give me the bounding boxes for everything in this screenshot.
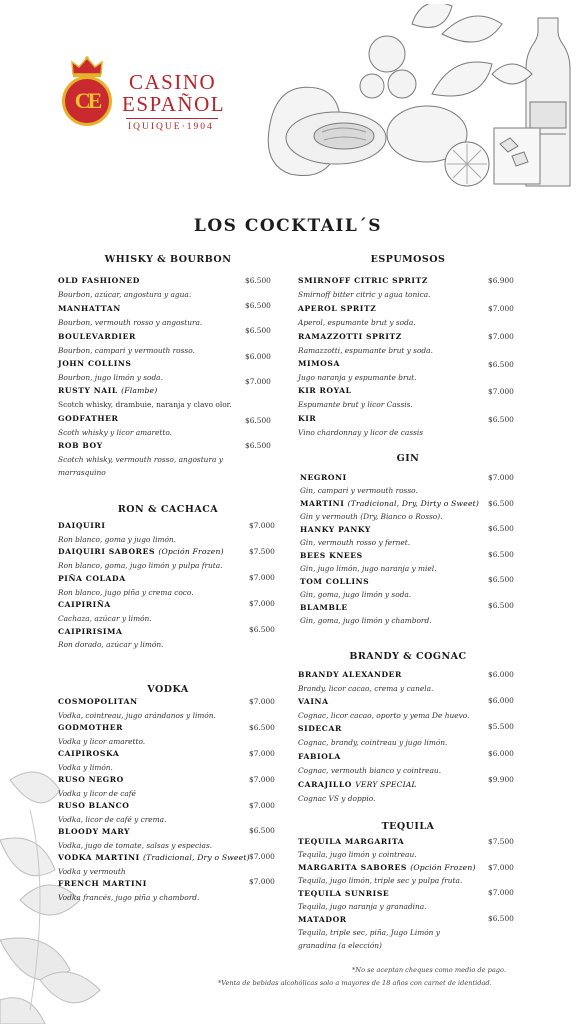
footnote-cheques: *No se aceptan cheques como medio de pago. [352, 966, 506, 974]
item-description: Bourbon, vermouth rosso y angostura. [58, 318, 203, 327]
item-price: $7.000 [249, 749, 275, 758]
item-name: BOULEVARDIER [58, 332, 136, 341]
item-description: Espumante brut y licor Cassis. [298, 400, 413, 409]
item-price: $6.000 [488, 749, 514, 758]
item-description: Cognac, vermouth bianco y cointreau. [298, 766, 442, 775]
section-heading-espumosos: ESPUMOSOS [370, 254, 446, 265]
item-name: HANKY PANKY [300, 525, 371, 534]
item-description: Gin, vermouth rosso y fernet. [300, 538, 411, 547]
item-description: Tequila, jugo naranja y granadina. [298, 902, 427, 911]
item-name: VAINA [298, 697, 329, 706]
item-description: Ron blanco, jugo piña y crema coco. [58, 588, 194, 597]
item-price: $7.000 [249, 599, 275, 608]
item-price: $7.000 [249, 877, 275, 886]
item-price: $6.500 [488, 575, 514, 584]
item-name: KIR ROYAL [298, 386, 352, 395]
item-price: $6.000 [245, 352, 271, 361]
item-price: $7.000 [249, 573, 275, 582]
item-price: $6.000 [488, 696, 514, 705]
item-name: BRANDY ALEXANDER [298, 670, 402, 679]
item-name: PIÑA COLADA [58, 574, 126, 583]
item-price: $6.000 [488, 670, 514, 679]
item-name: BEES KNEES [300, 551, 363, 560]
item-price: $7.000 [488, 888, 514, 897]
item-name: BLAMBLE [300, 603, 348, 612]
item-name: GODFATHER [58, 414, 119, 423]
crown-icon [70, 56, 104, 78]
section-heading-gin: GIN [396, 453, 420, 464]
item-price: $5.500 [488, 722, 514, 731]
item-name: CAIPIRISIMA [58, 627, 123, 636]
item-price: $7.000 [488, 473, 514, 482]
item-name: APEROL SPRITZ [298, 304, 377, 313]
item-price: $6.500 [488, 524, 514, 533]
item-price: $6.500 [488, 550, 514, 559]
section-heading-vodka: VODKA [147, 684, 189, 695]
item-name: DAIQUIRI SABORES (Opción Frozen) [58, 547, 224, 556]
item-price: $7.000 [249, 775, 275, 784]
item-price: $6.500 [245, 276, 271, 285]
item-price: $7.000 [249, 801, 275, 810]
item-name: CAIPIRIÑA [58, 600, 111, 609]
item-name: JOHN COLLINS [58, 359, 132, 368]
item-name: TEQUILA SUNRISE [298, 889, 390, 898]
item-description: Gin y vermouth (Dry, Bianco o Rosso). [300, 512, 443, 521]
item-name: KIR [298, 414, 317, 423]
item-description: Ron blanco, goma, jugo limón y pulpa fruta. [58, 561, 223, 570]
item-name: VODKA MARTINI (Tradicional, Dry o Sweet) [58, 853, 250, 862]
logo-divider [126, 118, 218, 119]
item-price: $6.500 [245, 301, 271, 310]
item-name: ROB BOY [58, 441, 103, 450]
item-description: Smirnoff bitter citric y agua tonica. [298, 290, 431, 299]
item-name: MIMOSA [298, 359, 340, 368]
item-price: $9.900 [488, 775, 514, 784]
item-description: Vodka y licor de café [58, 789, 136, 798]
item-description: Tequila, jugo limón, triple sec y pulpa fruta. [298, 876, 463, 885]
item-name: BLOODY MARY [58, 827, 131, 836]
item-description: Vodka, jugo de tomate, salsas y especias. [58, 841, 213, 850]
item-price: $7.500 [249, 547, 275, 556]
item-name: RAMAZZOTTI SPRITZ [298, 332, 402, 341]
section-heading-whisky: WHISKY & BOURBON [104, 254, 232, 265]
item-description: Bourbon, campari y vermouth rosso. [58, 346, 195, 355]
item-name: RUSTY NAIL (Flambe) [58, 386, 158, 395]
item-description: Scotch whisky, drambuie, naranja y clavo olor. [58, 400, 232, 409]
item-price: $7.000 [488, 863, 514, 872]
item-price: $7.000 [245, 377, 271, 386]
item-description: Bourbon, azúcar, angostura y agua. [58, 290, 192, 299]
item-price: $7.000 [249, 852, 275, 861]
item-description: Vodka francés, jugo piña y chambord. [58, 893, 200, 902]
item-description: Gin, goma, jugo limón y chambord. [300, 616, 432, 625]
item-description: Vodka y vermouth [58, 867, 126, 876]
item-name: RUSO BLANCO [58, 801, 130, 810]
item-price: $6.500 [249, 625, 275, 634]
item-description: Aperol, espumante brut y soda. [298, 318, 416, 327]
item-price: $6.500 [245, 416, 271, 425]
item-price: $7.000 [249, 521, 275, 530]
item-description: Bourbon, jugo limón y soda. [58, 373, 163, 382]
item-description: Ron dorado, azúcar y limón. [58, 640, 164, 649]
item-price: $7.000 [488, 387, 514, 396]
item-description: Vodka y limón. [58, 763, 113, 772]
item-name: CARAJILLO VERY SPECIAL [298, 780, 417, 789]
item-name: MANHATTAN [58, 304, 121, 313]
item-description: Vodka, cointreau, jugo arándanos y limón. [58, 711, 216, 720]
item-name: FRENCH MARTINI [58, 879, 147, 888]
item-description: Ramazzotti, espumante brut y soda. [298, 346, 433, 355]
item-name: OLD FASHIONED [58, 276, 140, 285]
item-description: Jugo naranja y espumante brut. [298, 373, 417, 382]
item-name: MARTINI (Tradicional, Dry, Dirty o Sweet) [300, 499, 480, 508]
logo-name-line1: CASINO [129, 70, 217, 94]
item-name: MARGARITA SABORES (Opción Frozen) [298, 863, 476, 872]
item-price: $6.500 [488, 415, 514, 424]
item-price: $6.500 [249, 723, 275, 732]
fruit-bottle-illustration [262, 4, 576, 194]
item-name: COSMOPOLITAN [58, 697, 138, 706]
section-heading-brandy: BRANDY & COGNAC [349, 651, 467, 662]
item-description: Gin, jugo limón, jugo naranja y miel. [300, 564, 437, 573]
item-price: $6.500 [488, 360, 514, 369]
item-price: $6.500 [488, 601, 514, 610]
item-description: Cognac, licor cacao, oporto y yema De huevo. [298, 711, 470, 720]
footnote-age: *Venta de bebidas alcohólicas solo a mayores de 18 años con carnet de identidad. [218, 979, 492, 987]
item-name: TOM COLLINS [300, 577, 370, 586]
item-description: Brandy, licor cacao, crema y canela. [298, 684, 434, 693]
item-name: FABIOLA [298, 752, 341, 761]
item-price: $7.000 [488, 332, 514, 341]
item-price: $6.500 [249, 826, 275, 835]
item-price: $6.500 [245, 441, 271, 450]
item-name: MATADOR [298, 915, 347, 924]
item-price: $7.000 [249, 697, 275, 706]
item-name: SIDECAR [298, 724, 342, 733]
item-price: $6.500 [488, 499, 514, 508]
item-description: Cognac VS y doppio. [298, 794, 376, 803]
logo-subtitle: IQUIQUE·1904 [128, 122, 214, 132]
item-description: Cachaza, azúcar y limón. [58, 614, 152, 623]
item-description: Gin, campari y vermouth rosso. [300, 486, 418, 495]
item-name: DAIQUIRI [58, 521, 106, 530]
item-name: RUSO NEGRO [58, 775, 124, 784]
item-description: Vodka y licor amaretto. [58, 737, 146, 746]
item-description: Cognac, brandy, cointreau y jugo limón. [298, 738, 448, 747]
item-description: Scotch whisky, vermouth rosso, angostura y marrasquino [58, 455, 223, 477]
item-name: GODMOTHER [58, 723, 124, 732]
item-description: Vodka, licor de café y crema. [58, 815, 167, 824]
item-description: Gin, goma, jugo limón y soda. [300, 590, 412, 599]
item-name: CAIPIROSKA [58, 749, 120, 758]
item-price: $6.500 [488, 914, 514, 923]
logo-name-line2: ESPAÑOL [122, 92, 226, 116]
item-description: Tequila, jugo limón y cointreau. [298, 850, 417, 859]
section-heading-tequila: TEQUILA [381, 821, 435, 832]
item-description: Vino chardonnay y licor de cassis [298, 428, 424, 437]
item-price: $7.000 [488, 304, 514, 313]
item-description: Scoth whisky y licor amaretto. [58, 428, 173, 437]
section-heading-ron: RON & CACHACA [117, 504, 219, 515]
item-description: Tequila, triple sec, piña, Jugo Limón y granadina (a elección) [298, 928, 440, 950]
item-price: $6.500 [245, 326, 271, 335]
item-name: SMIRNOFF CITRIC SPRITZ [298, 276, 428, 285]
item-name: NEGRONI [300, 473, 347, 482]
item-price: $7.500 [488, 837, 514, 846]
item-name: TEQUILA MARGARITA [298, 837, 405, 846]
logo-emblem: CE [62, 76, 112, 126]
item-price: $6.900 [488, 276, 514, 285]
menu-title: LOS COCKTAIL´S [193, 216, 383, 236]
item-description: Ron blanco, goma y jugo limón. [58, 535, 177, 544]
